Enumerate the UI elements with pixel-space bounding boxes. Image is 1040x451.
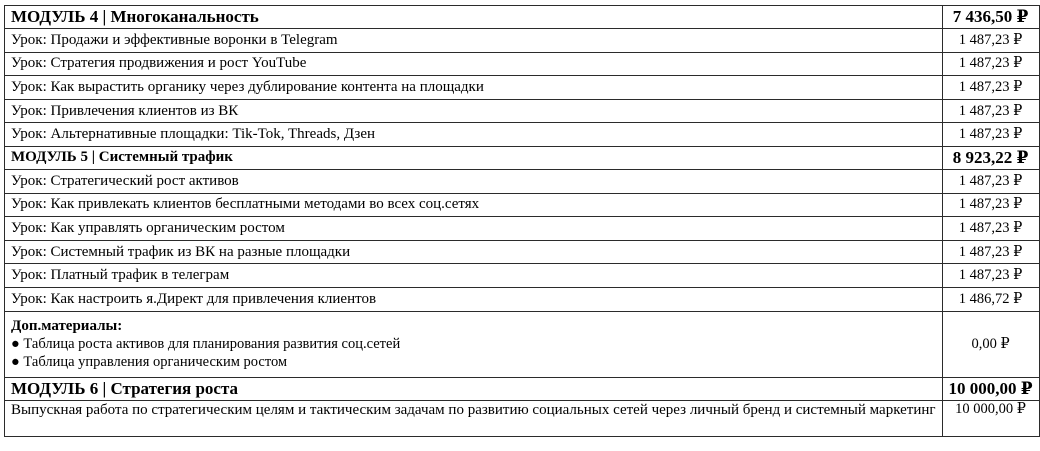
lesson-row bbox=[5, 240, 1040, 264]
module-price: 8 923,22 ₽ bbox=[942, 146, 1039, 169]
lesson-row bbox=[5, 400, 1040, 436]
extra-materials-heading: Доп.материалы: bbox=[11, 318, 123, 335]
lesson-title: Урок: Как управлять органическим ростом bbox=[5, 217, 943, 241]
extra-material-item: ● Таблица роста активов для планирования развития соц.сетей bbox=[11, 336, 401, 353]
lesson-title: Урок: Продажи и эффективные воронки в Telegram bbox=[5, 29, 943, 53]
module-title: МОДУЛЬ 6 | Стратегия роста bbox=[5, 377, 943, 400]
lesson-title: Выпускная работа по стратегическим целям и тактическим задачам по развитию социальных сетей через личный бренд и системный маркетинг bbox=[5, 400, 943, 436]
lesson-row bbox=[5, 193, 1040, 217]
lesson-title: Урок: Как привлекать клиентов бесплатными методами во всех соц.сетях bbox=[5, 193, 943, 217]
lesson-price: 1 487,23 ₽ bbox=[942, 29, 1039, 53]
lesson-price: 1 487,23 ₽ bbox=[942, 169, 1039, 193]
lesson-row bbox=[5, 217, 1040, 241]
lesson-title: Урок: Системный трафик из ВК на разные площадки bbox=[5, 240, 943, 264]
extra-materials-row bbox=[5, 311, 1040, 377]
lesson-row bbox=[5, 123, 1040, 147]
lesson-row bbox=[5, 52, 1040, 76]
lesson-row bbox=[5, 287, 1040, 311]
lesson-price: 1 487,23 ₽ bbox=[942, 52, 1039, 76]
module-row bbox=[5, 377, 1040, 400]
extra-material-item: ● Таблица управления органическим ростом bbox=[11, 354, 288, 371]
lesson-price: 1 487,23 ₽ bbox=[942, 240, 1039, 264]
lesson-price: 1 487,23 ₽ bbox=[942, 193, 1039, 217]
lesson-price: 1 486,72 ₽ bbox=[942, 287, 1039, 311]
lesson-row bbox=[5, 169, 1040, 193]
lesson-title: Урок: Платный трафик в телеграм bbox=[5, 264, 943, 288]
module-price: 7 436,50 ₽ bbox=[942, 6, 1039, 29]
price-table bbox=[4, 5, 1040, 437]
lesson-title: Урок: Привлечения клиентов из ВК bbox=[5, 99, 943, 123]
lesson-row bbox=[5, 264, 1040, 288]
module-row bbox=[5, 146, 1040, 169]
lesson-title: Урок: Стратегия продвижения и рост YouTube bbox=[5, 52, 943, 76]
lesson-title: Урок: Как вырастить органику через дублирование контента на площадки bbox=[5, 76, 943, 100]
lesson-title: Урок: Как настроить я.Директ для привлечения клиентов bbox=[5, 287, 943, 311]
lesson-price: 1 487,23 ₽ bbox=[942, 99, 1039, 123]
lesson-row bbox=[5, 99, 1040, 123]
lesson-row bbox=[5, 76, 1040, 100]
module-title: МОДУЛЬ 5 | Системный трафик bbox=[5, 146, 943, 169]
lesson-price: 1 487,23 ₽ bbox=[942, 264, 1039, 288]
lesson-row bbox=[5, 29, 1040, 53]
lesson-price: 10 000,00 ₽ bbox=[942, 400, 1039, 436]
module-price: 10 000,00 ₽ bbox=[942, 377, 1039, 400]
module-title: МОДУЛЬ 4 | Многоканальность bbox=[5, 6, 943, 29]
lesson-title: Урок: Альтернативные площадки: Tik-Tok, Threads, Дзен bbox=[5, 123, 943, 147]
lesson-price: 1 487,23 ₽ bbox=[942, 76, 1039, 100]
lesson-price: 1 487,23 ₽ bbox=[942, 217, 1039, 241]
lesson-price: 1 487,23 ₽ bbox=[942, 123, 1039, 147]
lesson-title: Урок: Стратегический рост активов bbox=[5, 169, 943, 193]
module-row bbox=[5, 6, 1040, 29]
extra-materials-cell bbox=[5, 311, 943, 377]
extra-materials-price: 0,00 ₽ bbox=[942, 311, 1039, 377]
